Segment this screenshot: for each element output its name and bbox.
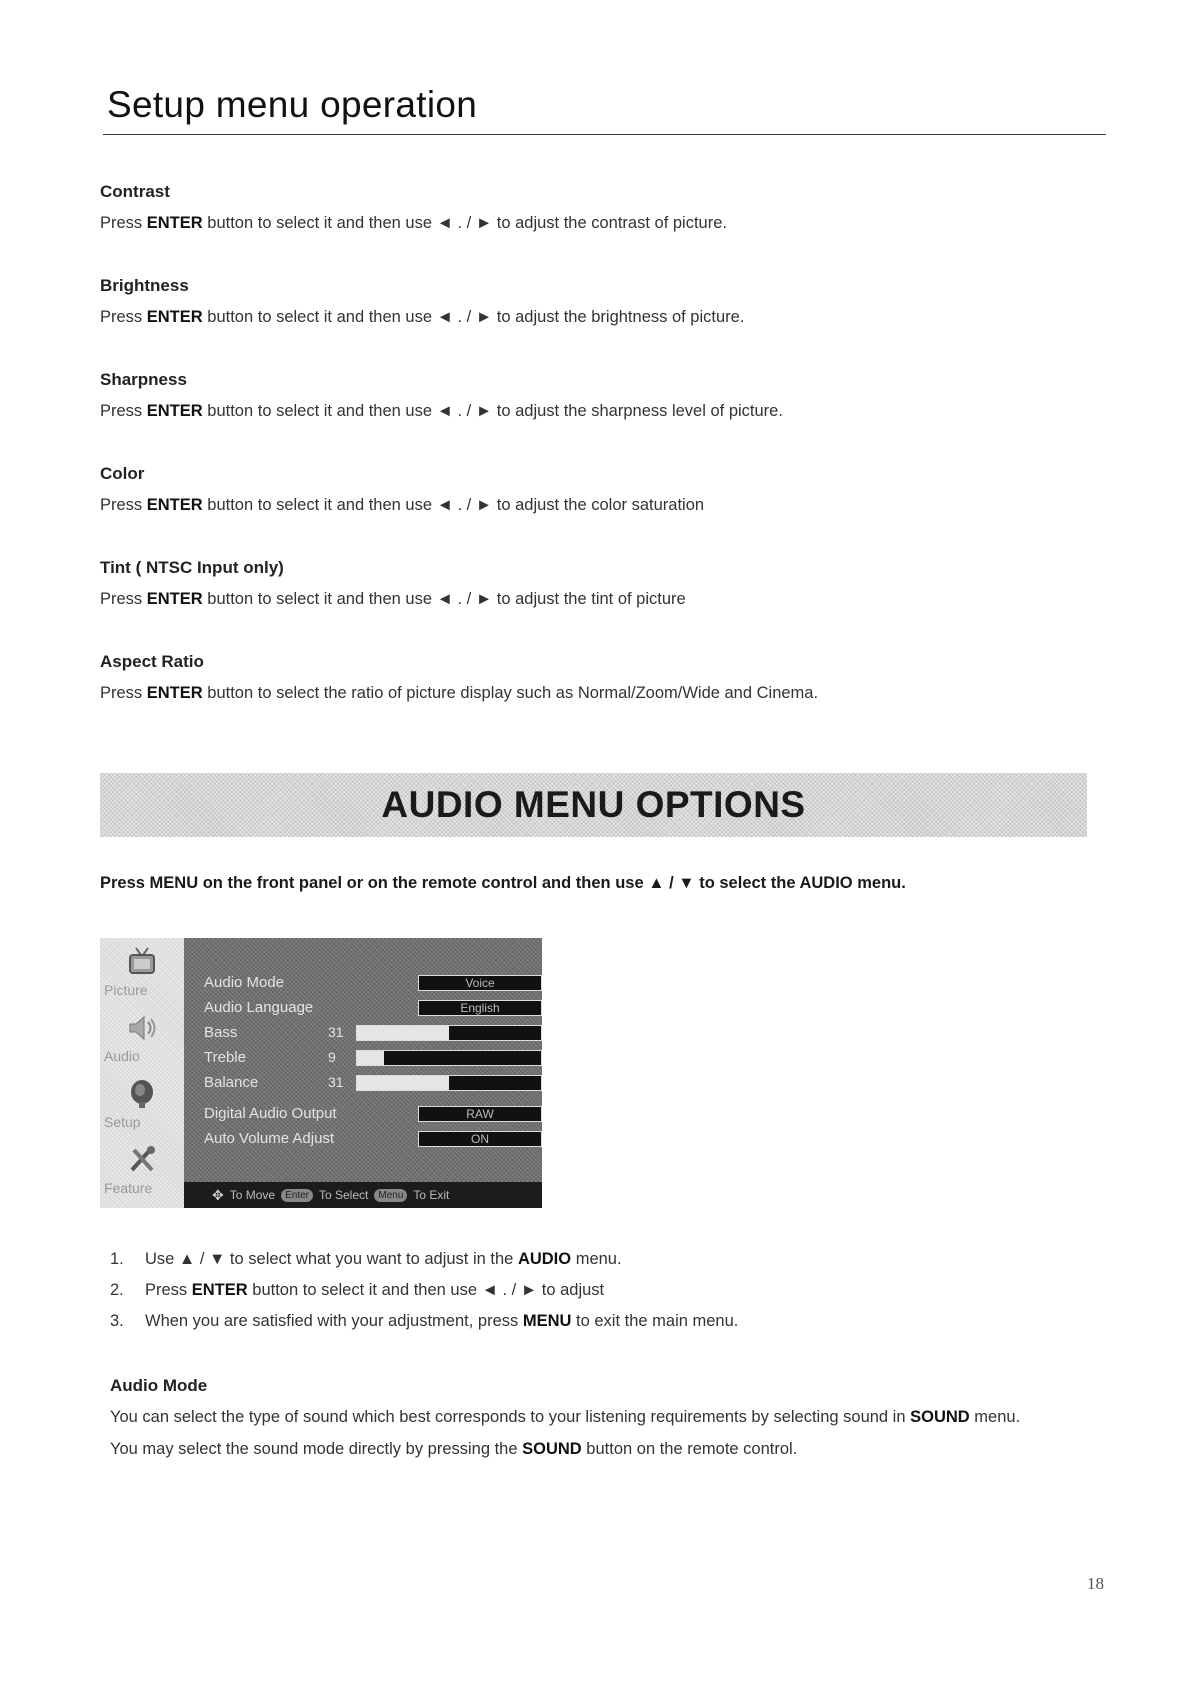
audio-menu-instruction: Press MENU on the front panel or on the remote control and then use ▲ / ▼ to select the AUDIO menu.: [100, 874, 906, 892]
speaker-icon: [124, 1010, 160, 1046]
osd-side-picture: [100, 940, 184, 1006]
audio-menu-banner: [100, 773, 1087, 837]
tint-heading: Tint ( NTSC Input only): [100, 558, 284, 577]
osd-row-number: 9: [328, 1049, 336, 1065]
step-item: 1. Use ▲ / ▼ to select what you want to adjust in the AUDIO menu.: [110, 1250, 622, 1268]
osd-side-feature: [100, 1138, 184, 1204]
osd-row-value: RAW: [418, 1106, 542, 1122]
tint-text: Press ENTER button to select it and then use ◄ . / ► to adjust the tint of picture: [100, 590, 686, 608]
menu-key-icon: Menu: [374, 1189, 407, 1202]
page-title: Setup menu operation: [107, 84, 478, 125]
osd-side-audio: [100, 1006, 184, 1072]
dish-icon: [124, 1076, 160, 1112]
slider-fill: [357, 1026, 449, 1040]
brightness-text: Press ENTER button to select it and then use ◄ . / ► to adjust the brightness of picture.: [100, 308, 745, 326]
sharpness-heading: Sharpness: [100, 370, 187, 389]
page-number: 18: [1087, 1574, 1104, 1593]
audio-mode-heading: Audio Mode: [110, 1376, 208, 1395]
osd-side-setup: [100, 1072, 184, 1138]
enter-key-icon: Enter: [281, 1189, 313, 1202]
treble-slider: [356, 1050, 542, 1066]
osd-row-auto-volume: [204, 1128, 534, 1150]
color-text: Press ENTER button to select it and then use ◄ . / ► to adjust the color saturation: [100, 496, 705, 514]
audio-osd-screenshot: [100, 938, 542, 1208]
osd-row-number: 31: [328, 1024, 344, 1040]
osd-row-label: Digital Audio Output: [204, 1105, 337, 1122]
tv-icon: [124, 944, 160, 980]
osd-footer-select: To Select: [319, 1188, 369, 1202]
audio-mode-text-2: You may select the sound mode directly by pressing the SOUND button on the remote control.: [110, 1440, 798, 1458]
osd-row-label: Treble: [204, 1049, 246, 1066]
osd-footer: [184, 1182, 542, 1208]
osd-row-label: Bass: [204, 1024, 238, 1041]
aspect-ratio-text: Press ENTER button to select the ratio of picture display such as Normal/Zoom/Wide and Cinema.: [100, 684, 819, 702]
osd-row-audio-mode: [204, 972, 534, 994]
osd-audio-panel: [184, 938, 542, 1182]
osd-row-value: ON: [418, 1131, 542, 1147]
step-item: 3. When you are satisfied with your adjustment, press MENU to exit the main menu.: [110, 1312, 739, 1330]
osd-row-value: English: [418, 1000, 542, 1016]
contrast-text: Press ENTER button to select it and then use ◄ . / ► to adjust the contrast of picture.: [100, 214, 727, 232]
title-rule: [103, 134, 1106, 135]
osd-sidebar: [100, 938, 184, 1208]
osd-row-value: Voice: [418, 975, 542, 991]
osd-side-label: Picture: [104, 982, 148, 998]
osd-row-label: Audio Mode: [204, 974, 285, 991]
audio-mode-text-1: You can select the type of sound which best corresponds to your listening requirements by selecting sound in SOUND menu.: [110, 1408, 1021, 1426]
osd-row-label: Audio Language: [204, 999, 314, 1016]
slider-fill: [357, 1076, 449, 1090]
osd-row-label: Auto Volume Adjust: [204, 1130, 335, 1147]
osd-side-label: Feature: [104, 1180, 153, 1196]
brightness-heading: Brightness: [100, 276, 189, 295]
osd-row-label: Balance: [204, 1074, 259, 1091]
tools-icon: [124, 1142, 160, 1178]
osd-row-treble: [204, 1047, 534, 1069]
osd-side-label: Audio: [104, 1048, 140, 1064]
osd-row-audio-language: [204, 997, 534, 1019]
banner-title: AUDIO MENU OPTIONS: [381, 784, 806, 825]
contrast-heading: Contrast: [100, 182, 170, 201]
aspect-ratio-heading: Aspect Ratio: [100, 652, 204, 671]
slider-fill: [357, 1051, 384, 1065]
osd-row-bass: [204, 1022, 534, 1044]
bass-slider: [356, 1025, 542, 1041]
balance-slider: [356, 1075, 542, 1091]
osd-footer-exit: To Exit: [413, 1188, 450, 1202]
color-heading: Color: [100, 464, 145, 483]
osd-row-number: 31: [328, 1074, 344, 1090]
osd-side-label: Setup: [104, 1114, 141, 1130]
osd-row-balance: [204, 1072, 534, 1094]
osd-footer-move: To Move: [229, 1188, 276, 1202]
step-item: 2. Press ENTER button to select it and then use ◄ . / ► to adjust: [110, 1281, 605, 1299]
dpad-icon: ✥: [212, 1186, 224, 1203]
sharpness-text: Press ENTER button to select it and then use ◄ . / ► to adjust the sharpness level of picture.: [100, 402, 783, 420]
osd-row-digital-audio-output: [204, 1103, 534, 1125]
